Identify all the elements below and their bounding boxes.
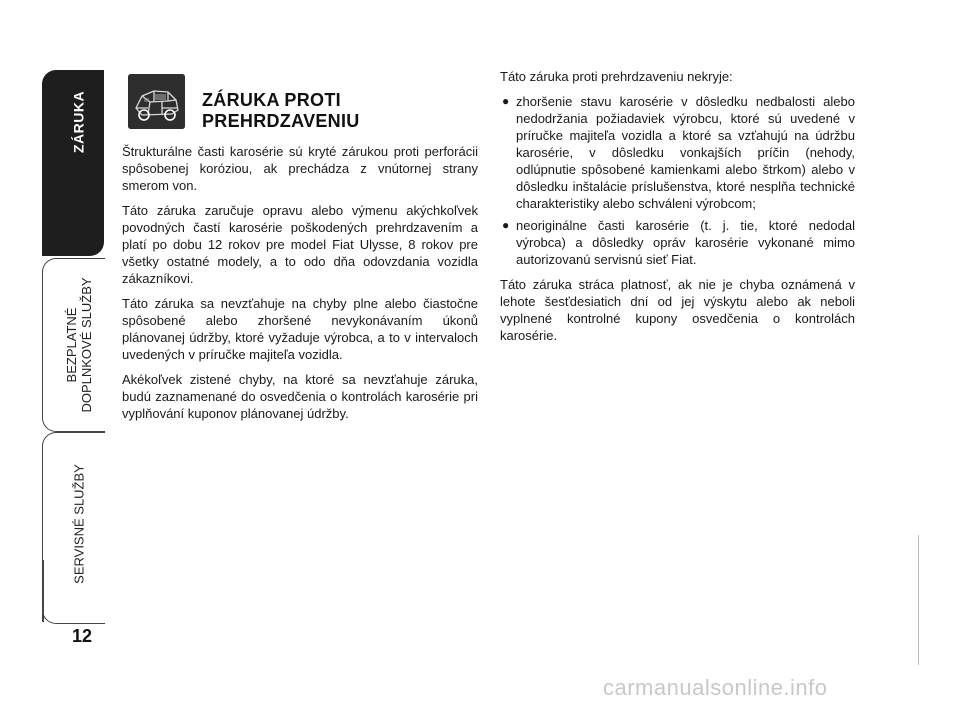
list-item-text: neoriginálne časti karosérie (t. j. tie, ktoré nedodal výrobca) a dôsledky opráv karosérie vykonané mimo autorizovanú servisnú sieť Fiat. xyxy=(516,218,855,267)
title-line1: ZÁRUKA PROTI xyxy=(202,90,341,110)
bullet-icon: ● xyxy=(502,218,510,232)
paragraph: Akékoľvek zistené chyby, na ktoré sa nevzťahuje záruka, budú zaznamenané do osvedčenia o kontrolách karosérie pri vyplňování kuponov plánovanej údržby. xyxy=(122,372,478,421)
tab-label xyxy=(64,277,94,412)
tab-edge-line xyxy=(42,560,44,622)
paragraph: Štrukturálne časti karosérie sú kryté zárukou proti perforácii spôsobenej koróziou, ak prechádza z vnútornej strany smerom von. xyxy=(122,144,478,193)
margin-rule xyxy=(918,535,919,665)
page-number: 12 xyxy=(72,626,93,646)
list-item xyxy=(500,93,855,212)
left-column xyxy=(122,143,478,430)
bullet-icon: ● xyxy=(502,94,510,108)
closing-paragraph: Táto záruka stráca platnosť, ak nie je chyba oznámená v lehote šesťdesiatich dní od jej výskytu alebo ak neboli vyplnené kontrolné kupony osvedčenia o kontrolách karosérie. xyxy=(500,277,855,343)
tab-label-line2: DOPLNKOVÉ SLUŽBY xyxy=(78,277,94,413)
paragraph: Táto záruka zaručuje opravu alebo výmenu akýchkoľvek povodných častí karosérie poškodených prehrdzavením a platí po dobu 12 rokov pre model Fiat Ulysse, 8 rokov pre všetky ostatné modely, a to odo dňa odovzdania vozidla zákazníkovi. xyxy=(122,203,478,286)
tab-zaruka[interactable] xyxy=(42,70,104,256)
tab-bezplatne-doplnkove-sluzby[interactable] xyxy=(42,258,105,432)
intro-paragraph: Táto záruka proti prehrdzaveniu nekryje: xyxy=(500,69,733,84)
section-tabs xyxy=(42,70,104,620)
list-item xyxy=(500,217,855,268)
tab-label: SERVISNÉ SLUŽBY xyxy=(71,464,87,585)
right-column xyxy=(500,68,855,352)
tab-label: ZÁRUKA xyxy=(70,91,87,154)
paragraph: Táto záruka sa nevzťahuje na chyby plne alebo čiastočne spôsobené alebo zhoršené nevykonávaním úkonů plánovanej údržby, ktoré vyžaduje výrobca, a to v intervaloch uvedených v príručke majiteľa vozidla. xyxy=(122,296,478,362)
watermark: carmanualsonline.info xyxy=(603,675,828,700)
tab-servisne-sluzby[interactable] xyxy=(42,432,105,624)
title-line2: PREHRDZAVENIU xyxy=(202,111,360,131)
car-body-icon xyxy=(128,74,185,129)
list-item-text: zhoršenie stavu karosérie v dôsledku nedbalosti alebo nedodržania požiadaviek výrobcu, ktoré sú uvedené v príručke majiteľa vozidla a ktoré sa vzťahujú na údržbu karosérie, v dôsledku vonkajších príčin (nehody, odlúpnutie spôsobené kamienkami alebo štrkom) alebo v dôsledku inštalácie príslušenstva, ktoré nesplňa technické charakteristiky alebo schváleni výrobcom; xyxy=(516,94,855,211)
section-title xyxy=(202,90,360,132)
tab-label-line1: BEZPLATNÉ xyxy=(63,307,79,383)
exclusion-list xyxy=(500,93,855,268)
